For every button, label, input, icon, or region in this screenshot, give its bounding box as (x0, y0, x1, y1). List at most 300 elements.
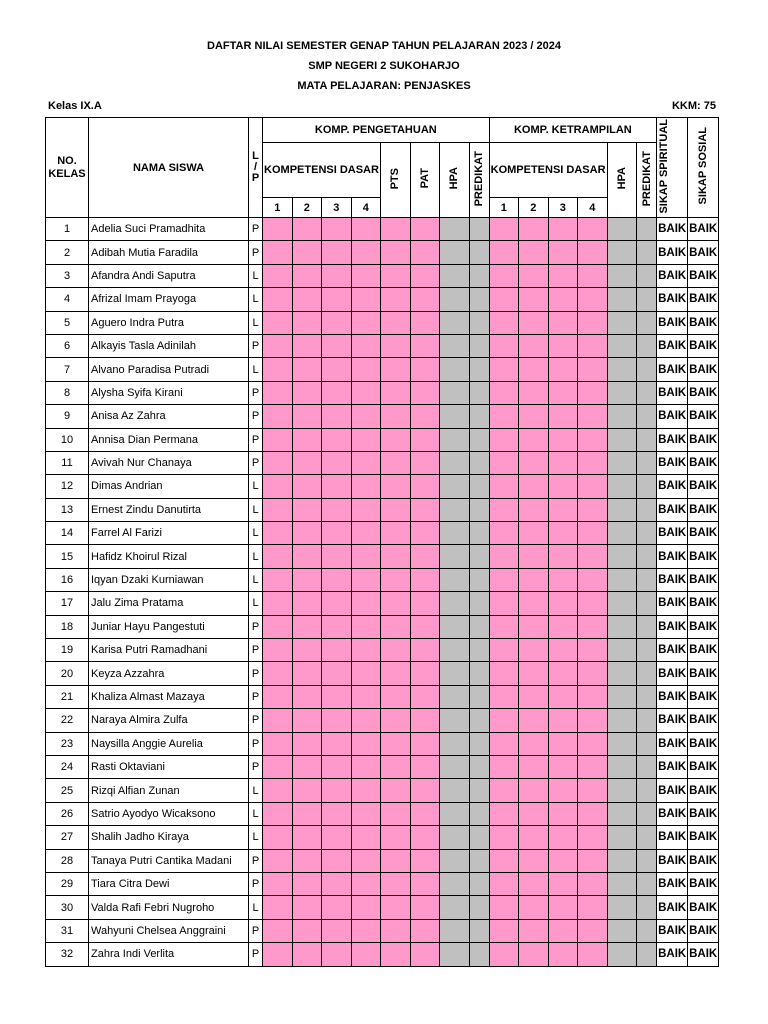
grade-input-cell[interactable] (322, 358, 352, 381)
grade-input-cell[interactable] (351, 709, 381, 732)
grade-input-cell[interactable] (410, 709, 440, 732)
grade-input-cell[interactable] (351, 592, 381, 615)
grade-input-cell[interactable] (489, 849, 519, 872)
grade-input-cell[interactable] (410, 545, 440, 568)
grade-input-cell[interactable] (519, 241, 549, 264)
grade-input-cell[interactable] (351, 662, 381, 685)
grade-input-cell[interactable] (292, 896, 322, 919)
grade-input-cell[interactable] (489, 334, 519, 357)
grade-input-cell[interactable] (548, 451, 578, 474)
grade-input-cell[interactable] (548, 592, 578, 615)
grade-input-cell[interactable] (292, 919, 322, 942)
grade-input-cell[interactable] (578, 919, 608, 942)
grade-input-cell[interactable] (292, 358, 322, 381)
grade-input-cell[interactable] (263, 872, 293, 895)
grade-input-cell[interactable] (519, 896, 549, 919)
grade-input-cell[interactable] (381, 709, 411, 732)
grade-input-cell[interactable] (381, 475, 411, 498)
grade-input-cell[interactable] (381, 428, 411, 451)
grade-input-cell[interactable] (381, 288, 411, 311)
grade-input-cell[interactable] (381, 639, 411, 662)
grade-input-cell[interactable] (263, 685, 293, 708)
grade-input-cell[interactable] (578, 709, 608, 732)
grade-input-cell[interactable] (410, 919, 440, 942)
grade-input-cell[interactable] (578, 428, 608, 451)
grade-input-cell[interactable] (263, 334, 293, 357)
grade-input-cell[interactable] (381, 779, 411, 802)
grade-input-cell[interactable] (548, 568, 578, 591)
grade-input-cell[interactable] (263, 405, 293, 428)
grade-input-cell[interactable] (351, 358, 381, 381)
grade-input-cell[interactable] (519, 826, 549, 849)
grade-input-cell[interactable] (263, 381, 293, 404)
grade-input-cell[interactable] (410, 826, 440, 849)
grade-input-cell[interactable] (322, 428, 352, 451)
grade-input-cell[interactable] (263, 568, 293, 591)
grade-input-cell[interactable] (519, 405, 549, 428)
grade-input-cell[interactable] (351, 685, 381, 708)
grade-input-cell[interactable] (489, 872, 519, 895)
grade-input-cell[interactable] (351, 475, 381, 498)
grade-input-cell[interactable] (578, 218, 608, 241)
grade-input-cell[interactable] (489, 405, 519, 428)
grade-input-cell[interactable] (381, 943, 411, 966)
grade-input-cell[interactable] (548, 709, 578, 732)
grade-input-cell[interactable] (548, 802, 578, 825)
grade-input-cell[interactable] (322, 498, 352, 521)
grade-input-cell[interactable] (410, 475, 440, 498)
grade-input-cell[interactable] (578, 522, 608, 545)
grade-input-cell[interactable] (292, 662, 322, 685)
grade-input-cell[interactable] (381, 802, 411, 825)
grade-input-cell[interactable] (322, 639, 352, 662)
grade-input-cell[interactable] (410, 264, 440, 287)
grade-input-cell[interactable] (410, 451, 440, 474)
grade-input-cell[interactable] (489, 475, 519, 498)
grade-input-cell[interactable] (519, 264, 549, 287)
grade-input-cell[interactable] (322, 592, 352, 615)
grade-input-cell[interactable] (489, 451, 519, 474)
grade-input-cell[interactable] (292, 264, 322, 287)
grade-input-cell[interactable] (351, 779, 381, 802)
grade-input-cell[interactable] (519, 849, 549, 872)
grade-input-cell[interactable] (548, 896, 578, 919)
grade-input-cell[interactable] (519, 358, 549, 381)
grade-input-cell[interactable] (351, 826, 381, 849)
grade-input-cell[interactable] (548, 405, 578, 428)
grade-input-cell[interactable] (322, 872, 352, 895)
grade-input-cell[interactable] (322, 662, 352, 685)
grade-input-cell[interactable] (351, 615, 381, 638)
grade-input-cell[interactable] (519, 662, 549, 685)
grade-input-cell[interactable] (578, 381, 608, 404)
grade-input-cell[interactable] (410, 639, 440, 662)
grade-input-cell[interactable] (381, 755, 411, 778)
grade-input-cell[interactable] (489, 943, 519, 966)
grade-input-cell[interactable] (351, 545, 381, 568)
grade-input-cell[interactable] (519, 545, 549, 568)
grade-input-cell[interactable] (322, 802, 352, 825)
grade-input-cell[interactable] (410, 334, 440, 357)
grade-input-cell[interactable] (519, 428, 549, 451)
grade-input-cell[interactable] (381, 896, 411, 919)
grade-input-cell[interactable] (351, 498, 381, 521)
grade-input-cell[interactable] (292, 568, 322, 591)
grade-input-cell[interactable] (322, 451, 352, 474)
grade-input-cell[interactable] (410, 358, 440, 381)
grade-input-cell[interactable] (381, 919, 411, 942)
grade-input-cell[interactable] (322, 826, 352, 849)
grade-input-cell[interactable] (548, 872, 578, 895)
grade-input-cell[interactable] (519, 568, 549, 591)
grade-input-cell[interactable] (351, 522, 381, 545)
grade-input-cell[interactable] (381, 685, 411, 708)
grade-input-cell[interactable] (263, 288, 293, 311)
grade-input-cell[interactable] (489, 218, 519, 241)
grade-input-cell[interactable] (578, 264, 608, 287)
grade-input-cell[interactable] (489, 381, 519, 404)
grade-input-cell[interactable] (548, 639, 578, 662)
grade-input-cell[interactable] (410, 218, 440, 241)
grade-input-cell[interactable] (381, 545, 411, 568)
grade-input-cell[interactable] (263, 802, 293, 825)
grade-input-cell[interactable] (578, 802, 608, 825)
grade-input-cell[interactable] (489, 241, 519, 264)
grade-input-cell[interactable] (351, 568, 381, 591)
grade-input-cell[interactable] (351, 288, 381, 311)
grade-input-cell[interactable] (381, 358, 411, 381)
grade-input-cell[interactable] (263, 451, 293, 474)
grade-input-cell[interactable] (548, 522, 578, 545)
grade-input-cell[interactable] (322, 311, 352, 334)
grade-input-cell[interactable] (292, 381, 322, 404)
grade-input-cell[interactable] (292, 241, 322, 264)
grade-input-cell[interactable] (578, 334, 608, 357)
grade-input-cell[interactable] (292, 685, 322, 708)
grade-input-cell[interactable] (489, 522, 519, 545)
grade-input-cell[interactable] (263, 709, 293, 732)
grade-input-cell[interactable] (322, 849, 352, 872)
grade-input-cell[interactable] (548, 755, 578, 778)
grade-input-cell[interactable] (381, 405, 411, 428)
grade-input-cell[interactable] (519, 779, 549, 802)
grade-input-cell[interactable] (292, 849, 322, 872)
grade-input-cell[interactable] (548, 615, 578, 638)
grade-input-cell[interactable] (489, 755, 519, 778)
grade-input-cell[interactable] (322, 288, 352, 311)
grade-input-cell[interactable] (351, 919, 381, 942)
grade-input-cell[interactable] (381, 872, 411, 895)
grade-input-cell[interactable] (548, 241, 578, 264)
grade-input-cell[interactable] (351, 311, 381, 334)
grade-input-cell[interactable] (263, 919, 293, 942)
grade-input-cell[interactable] (519, 732, 549, 755)
grade-input-cell[interactable] (519, 498, 549, 521)
grade-input-cell[interactable] (578, 592, 608, 615)
grade-input-cell[interactable] (322, 264, 352, 287)
grade-input-cell[interactable] (263, 264, 293, 287)
grade-input-cell[interactable] (322, 732, 352, 755)
grade-input-cell[interactable] (489, 311, 519, 334)
grade-input-cell[interactable] (519, 802, 549, 825)
grade-input-cell[interactable] (381, 451, 411, 474)
grade-input-cell[interactable] (263, 662, 293, 685)
grade-input-cell[interactable] (322, 218, 352, 241)
grade-input-cell[interactable] (489, 662, 519, 685)
grade-input-cell[interactable] (322, 685, 352, 708)
grade-input-cell[interactable] (489, 568, 519, 591)
grade-input-cell[interactable] (410, 522, 440, 545)
grade-input-cell[interactable] (578, 241, 608, 264)
grade-input-cell[interactable] (263, 218, 293, 241)
grade-input-cell[interactable] (489, 428, 519, 451)
grade-input-cell[interactable] (381, 264, 411, 287)
grade-input-cell[interactable] (548, 919, 578, 942)
grade-input-cell[interactable] (489, 709, 519, 732)
grade-input-cell[interactable] (548, 358, 578, 381)
grade-input-cell[interactable] (292, 872, 322, 895)
grade-input-cell[interactable] (578, 872, 608, 895)
grade-input-cell[interactable] (292, 428, 322, 451)
grade-input-cell[interactable] (381, 498, 411, 521)
grade-input-cell[interactable] (578, 288, 608, 311)
grade-input-cell[interactable] (292, 592, 322, 615)
grade-input-cell[interactable] (322, 522, 352, 545)
grade-input-cell[interactable] (322, 334, 352, 357)
grade-input-cell[interactable] (381, 311, 411, 334)
grade-input-cell[interactable] (548, 826, 578, 849)
grade-input-cell[interactable] (322, 241, 352, 264)
grade-input-cell[interactable] (322, 896, 352, 919)
grade-input-cell[interactable] (578, 405, 608, 428)
grade-input-cell[interactable] (351, 943, 381, 966)
grade-input-cell[interactable] (292, 615, 322, 638)
grade-input-cell[interactable] (489, 592, 519, 615)
grade-input-cell[interactable] (548, 218, 578, 241)
grade-input-cell[interactable] (519, 919, 549, 942)
grade-input-cell[interactable] (292, 334, 322, 357)
grade-input-cell[interactable] (292, 311, 322, 334)
grade-input-cell[interactable] (548, 732, 578, 755)
grade-input-cell[interactable] (578, 685, 608, 708)
grade-input-cell[interactable] (578, 849, 608, 872)
grade-input-cell[interactable] (410, 311, 440, 334)
grade-input-cell[interactable] (578, 662, 608, 685)
grade-input-cell[interactable] (292, 475, 322, 498)
grade-input-cell[interactable] (489, 358, 519, 381)
grade-input-cell[interactable] (410, 896, 440, 919)
grade-input-cell[interactable] (578, 639, 608, 662)
grade-input-cell[interactable] (381, 732, 411, 755)
grade-input-cell[interactable] (263, 779, 293, 802)
grade-input-cell[interactable] (519, 755, 549, 778)
grade-input-cell[interactable] (548, 381, 578, 404)
grade-input-cell[interactable] (381, 849, 411, 872)
grade-input-cell[interactable] (548, 498, 578, 521)
grade-input-cell[interactable] (263, 241, 293, 264)
grade-input-cell[interactable] (489, 498, 519, 521)
grade-input-cell[interactable] (410, 592, 440, 615)
grade-input-cell[interactable] (381, 615, 411, 638)
grade-input-cell[interactable] (381, 522, 411, 545)
grade-input-cell[interactable] (292, 218, 322, 241)
grade-input-cell[interactable] (351, 802, 381, 825)
grade-input-cell[interactable] (351, 451, 381, 474)
grade-input-cell[interactable] (351, 849, 381, 872)
grade-input-cell[interactable] (519, 872, 549, 895)
grade-input-cell[interactable] (410, 568, 440, 591)
grade-input-cell[interactable] (322, 943, 352, 966)
grade-input-cell[interactable] (410, 685, 440, 708)
grade-input-cell[interactable] (292, 451, 322, 474)
grade-input-cell[interactable] (548, 428, 578, 451)
grade-input-cell[interactable] (410, 943, 440, 966)
grade-input-cell[interactable] (548, 662, 578, 685)
grade-input-cell[interactable] (519, 334, 549, 357)
grade-input-cell[interactable] (519, 451, 549, 474)
grade-input-cell[interactable] (489, 732, 519, 755)
grade-input-cell[interactable] (578, 826, 608, 849)
grade-input-cell[interactable] (322, 475, 352, 498)
grade-input-cell[interactable] (322, 568, 352, 591)
grade-input-cell[interactable] (489, 685, 519, 708)
grade-input-cell[interactable] (410, 288, 440, 311)
grade-input-cell[interactable] (263, 311, 293, 334)
grade-input-cell[interactable] (410, 405, 440, 428)
grade-input-cell[interactable] (519, 592, 549, 615)
grade-input-cell[interactable] (292, 802, 322, 825)
grade-input-cell[interactable] (578, 475, 608, 498)
grade-input-cell[interactable] (410, 498, 440, 521)
grade-input-cell[interactable] (351, 405, 381, 428)
grade-input-cell[interactable] (489, 288, 519, 311)
grade-input-cell[interactable] (322, 919, 352, 942)
grade-input-cell[interactable] (578, 498, 608, 521)
grade-input-cell[interactable] (292, 732, 322, 755)
grade-input-cell[interactable] (263, 475, 293, 498)
grade-input-cell[interactable] (548, 943, 578, 966)
grade-input-cell[interactable] (322, 709, 352, 732)
grade-input-cell[interactable] (410, 381, 440, 404)
grade-input-cell[interactable] (351, 755, 381, 778)
grade-input-cell[interactable] (489, 919, 519, 942)
grade-input-cell[interactable] (322, 381, 352, 404)
grade-input-cell[interactable] (489, 639, 519, 662)
grade-input-cell[interactable] (410, 872, 440, 895)
grade-input-cell[interactable] (322, 545, 352, 568)
grade-input-cell[interactable] (263, 592, 293, 615)
grade-input-cell[interactable] (548, 849, 578, 872)
grade-input-cell[interactable] (410, 241, 440, 264)
grade-input-cell[interactable] (410, 615, 440, 638)
grade-input-cell[interactable] (489, 826, 519, 849)
grade-input-cell[interactable] (519, 311, 549, 334)
grade-input-cell[interactable] (578, 358, 608, 381)
grade-input-cell[interactable] (351, 241, 381, 264)
grade-input-cell[interactable] (410, 662, 440, 685)
grade-input-cell[interactable] (489, 615, 519, 638)
grade-input-cell[interactable] (381, 662, 411, 685)
grade-input-cell[interactable] (263, 358, 293, 381)
grade-input-cell[interactable] (489, 264, 519, 287)
grade-input-cell[interactable] (351, 264, 381, 287)
grade-input-cell[interactable] (489, 802, 519, 825)
grade-input-cell[interactable] (381, 241, 411, 264)
grade-input-cell[interactable] (519, 709, 549, 732)
grade-input-cell[interactable] (351, 428, 381, 451)
grade-input-cell[interactable] (351, 872, 381, 895)
grade-input-cell[interactable] (410, 849, 440, 872)
grade-input-cell[interactable] (322, 779, 352, 802)
grade-input-cell[interactable] (548, 288, 578, 311)
grade-input-cell[interactable] (263, 639, 293, 662)
grade-input-cell[interactable] (351, 334, 381, 357)
grade-input-cell[interactable] (519, 218, 549, 241)
grade-input-cell[interactable] (578, 732, 608, 755)
grade-input-cell[interactable] (489, 545, 519, 568)
grade-input-cell[interactable] (410, 779, 440, 802)
grade-input-cell[interactable] (351, 218, 381, 241)
grade-input-cell[interactable] (263, 545, 293, 568)
grade-input-cell[interactable] (263, 732, 293, 755)
grade-input-cell[interactable] (578, 311, 608, 334)
grade-input-cell[interactable] (578, 615, 608, 638)
grade-input-cell[interactable] (292, 709, 322, 732)
grade-input-cell[interactable] (381, 826, 411, 849)
grade-input-cell[interactable] (292, 639, 322, 662)
grade-input-cell[interactable] (578, 943, 608, 966)
grade-input-cell[interactable] (519, 381, 549, 404)
grade-input-cell[interactable] (263, 896, 293, 919)
grade-input-cell[interactable] (489, 896, 519, 919)
grade-input-cell[interactable] (263, 428, 293, 451)
grade-input-cell[interactable] (351, 381, 381, 404)
grade-input-cell[interactable] (519, 639, 549, 662)
grade-input-cell[interactable] (548, 334, 578, 357)
grade-input-cell[interactable] (548, 779, 578, 802)
grade-input-cell[interactable] (578, 451, 608, 474)
grade-input-cell[interactable] (292, 498, 322, 521)
grade-input-cell[interactable] (381, 218, 411, 241)
grade-input-cell[interactable] (263, 943, 293, 966)
grade-input-cell[interactable] (381, 592, 411, 615)
grade-input-cell[interactable] (548, 264, 578, 287)
grade-input-cell[interactable] (351, 639, 381, 662)
grade-input-cell[interactable] (351, 896, 381, 919)
grade-input-cell[interactable] (263, 755, 293, 778)
grade-input-cell[interactable] (351, 732, 381, 755)
grade-input-cell[interactable] (292, 405, 322, 428)
grade-input-cell[interactable] (410, 428, 440, 451)
grade-input-cell[interactable] (548, 311, 578, 334)
grade-input-cell[interactable] (578, 568, 608, 591)
grade-input-cell[interactable] (292, 755, 322, 778)
grade-input-cell[interactable] (381, 334, 411, 357)
grade-input-cell[interactable] (548, 545, 578, 568)
grade-input-cell[interactable] (519, 522, 549, 545)
grade-input-cell[interactable] (381, 381, 411, 404)
grade-input-cell[interactable] (292, 522, 322, 545)
grade-input-cell[interactable] (410, 802, 440, 825)
grade-input-cell[interactable] (263, 849, 293, 872)
grade-input-cell[interactable] (519, 475, 549, 498)
grade-input-cell[interactable] (292, 288, 322, 311)
grade-input-cell[interactable] (322, 615, 352, 638)
grade-input-cell[interactable] (263, 498, 293, 521)
grade-input-cell[interactable] (322, 405, 352, 428)
grade-input-cell[interactable] (410, 755, 440, 778)
grade-input-cell[interactable] (548, 685, 578, 708)
